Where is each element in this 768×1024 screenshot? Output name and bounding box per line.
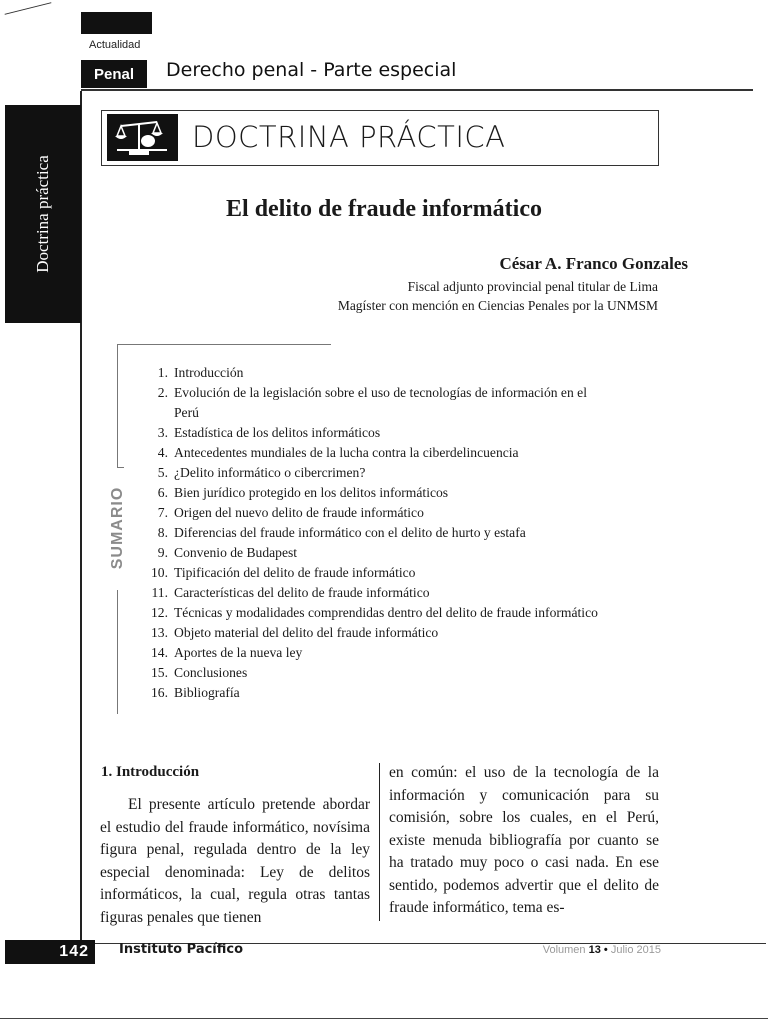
footer-date: Julio 2015 <box>610 944 661 956</box>
sumario-item-text: Evolución de la legislación sobre el uso de tecnologías de información en el Perú <box>174 385 587 420</box>
side-tab-label: Doctrina práctica <box>33 155 52 273</box>
scales-of-justice-icon <box>107 114 178 161</box>
sumario-item-text: Tipificación del delito de fraude informático <box>174 565 416 580</box>
scan-bottom-rule <box>0 1018 768 1019</box>
sumario-item-text: Conclusiones <box>174 665 248 680</box>
sumario-item-text: Origen del nuevo delito de fraude informático <box>174 505 424 520</box>
banner-title: DOCTRINA PRÁCTICA <box>192 120 506 154</box>
author-name: César A. Franco Gonzales <box>499 254 688 273</box>
sumario-item-number: 4. <box>157 445 168 460</box>
sumario-list <box>138 363 638 703</box>
sumario-item-number: 12. <box>151 605 168 620</box>
sumario-item-number: 11. <box>151 585 168 600</box>
sumario-item <box>138 623 638 643</box>
sumario-item-number: 16. <box>151 685 168 700</box>
sumario-item <box>138 443 638 463</box>
page-number: 142 <box>5 940 95 964</box>
sumario-item-number: 5. <box>157 465 168 480</box>
section-label: Actualidad <box>89 39 141 51</box>
sumario-item-number: 13. <box>151 625 168 640</box>
sumario-item-number: 6. <box>157 485 168 500</box>
sumario-item <box>138 683 638 703</box>
sumario-item-number: 15. <box>151 665 168 680</box>
sumario-item <box>138 363 638 383</box>
author-affiliation-1: Fiscal adjunto provincial penal titular de Lima <box>407 279 658 294</box>
sumario-item-text: Introducción <box>174 365 244 380</box>
sumario-item-text: ¿Delito informático o cibercrimen? <box>174 465 366 480</box>
sumario-item <box>138 643 638 663</box>
body-column-left: El presente artículo pretende abordar el estudio del fraude informático, novísima figura penal, regulada dentro de la ley especial denominada: Ley de delitos informáticos, la cual, regula otras tantas figuras penales que tienen <box>100 796 370 926</box>
sumario-rule-left <box>117 344 118 468</box>
sumario-item-text: Bien jurídico protegido en los delitos informáticos <box>174 485 449 500</box>
footer-volume <box>543 944 661 956</box>
header-black-block <box>81 12 152 34</box>
sumario-item-text: Estadística de los delitos informáticos <box>174 425 381 440</box>
footer-publisher: Instituto Pacífico <box>119 942 244 957</box>
column-rule <box>379 763 380 921</box>
sumario-item <box>138 463 638 483</box>
sumario-item-text: Bibliografía <box>174 685 240 700</box>
sumario-item-text: Características del delito de fraude informático <box>174 585 430 600</box>
section-box-penal: Penal <box>81 60 147 88</box>
sumario-item-text: Objeto material del delito del fraude informático <box>174 625 439 640</box>
sumario-item-text: Convenio de Budapest <box>174 545 298 560</box>
footer-separator: • <box>603 944 608 956</box>
sumario-item-number: 2. <box>157 385 168 400</box>
sumario-item-number: 8. <box>157 525 168 540</box>
sumario-label: SUMARIO <box>109 486 126 570</box>
sumario-item-number: 7. <box>157 505 168 520</box>
footer-volume-label: Volumen <box>542 944 586 956</box>
scan-mark <box>5 2 52 15</box>
sumario-item-number: 9. <box>157 545 168 560</box>
footer-volume-number: 13 <box>588 944 601 956</box>
sumario-item <box>138 503 638 523</box>
sumario-item-text: Técnicas y modalidades comprendidas dentro del delito de fraude informático <box>174 605 598 620</box>
sumario-item-text: Antecedentes mundiales de la lucha contra la ciberdelincuencia <box>174 445 519 460</box>
sumario-item <box>138 663 638 683</box>
sumario-item <box>138 383 638 423</box>
sumario-item <box>138 583 638 603</box>
sumario-item <box>138 603 638 623</box>
sumario-item-number: 3. <box>157 425 168 440</box>
sumario-item-number: 1. <box>157 365 168 380</box>
author-affiliation-2: Magíster con mención en Ciencias Penales por la UNMSM <box>337 298 658 313</box>
article-title: El delito de fraude informático <box>226 196 542 222</box>
body-column-right: en común: el uso de la tecnología de la información y comunicación para su comisión, sobre los cuales, en el Perú, existe menuda bibliografía por cuanto se ha tratado muy poco o casi nada. En ese sentido, podemos advertir que el delito de fraude informático, tema es- <box>389 764 659 916</box>
sumario-item-number: 10. <box>151 565 168 580</box>
sumario-item <box>138 483 638 503</box>
section-title: Derecho penal - Parte especial <box>166 59 457 81</box>
sumario-item-text: Diferencias del fraude informático con el delito de hurto y estafa <box>174 525 526 540</box>
sumario-rule-left-lower <box>117 590 118 714</box>
sumario-rule-tick <box>117 467 124 468</box>
sumario-item <box>138 523 638 543</box>
sumario-item-number: 14. <box>151 645 168 660</box>
sumario-item <box>138 563 638 583</box>
header-rule <box>81 89 753 91</box>
section-heading: 1. Introducción <box>101 764 200 780</box>
sumario-rule-top <box>117 344 331 345</box>
sumario-item <box>138 423 638 443</box>
sumario-item <box>138 543 638 563</box>
sumario-item-text: Aportes de la nueva ley <box>174 645 303 660</box>
